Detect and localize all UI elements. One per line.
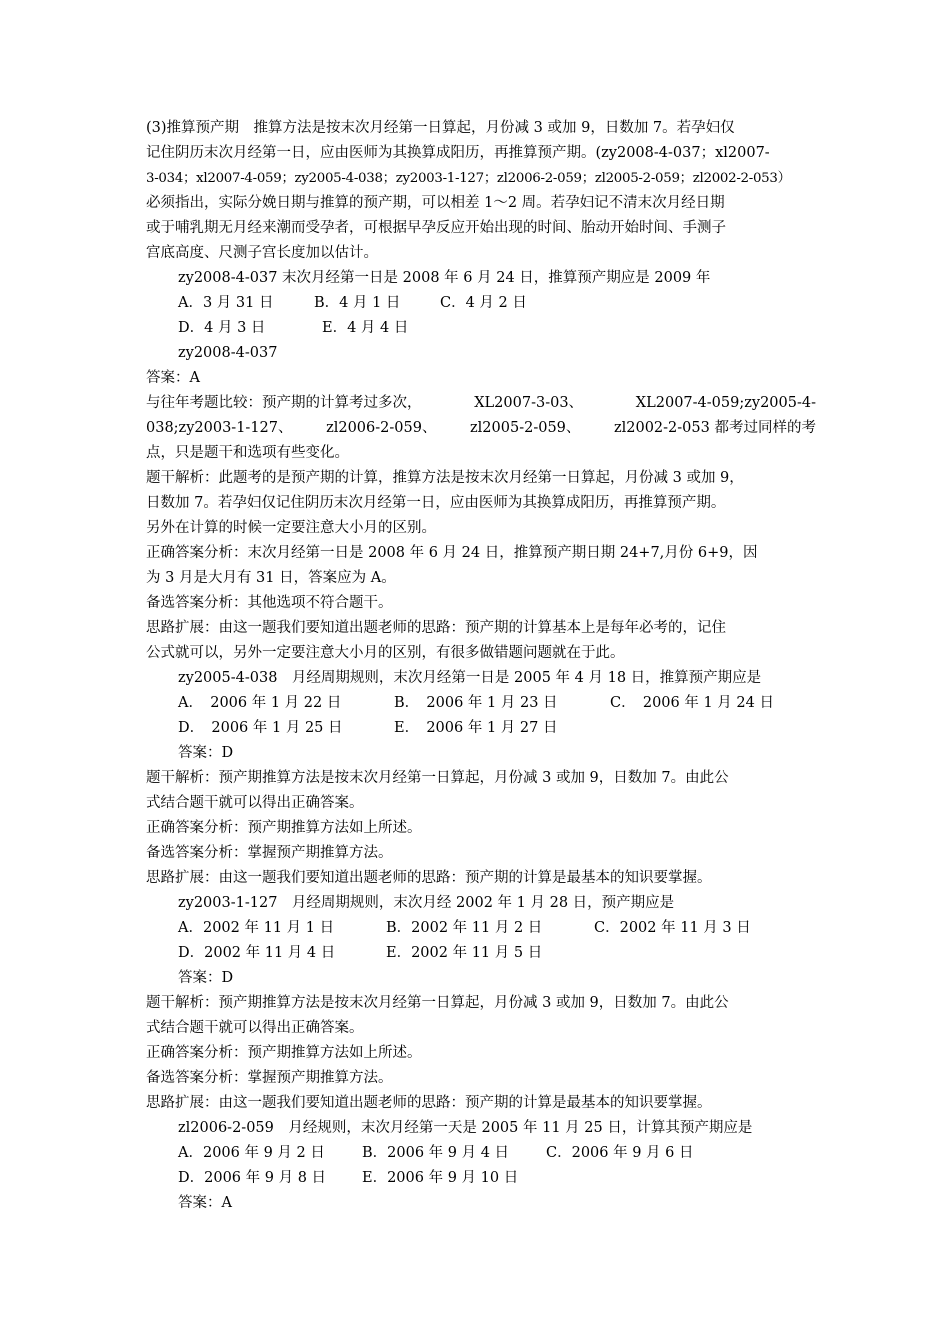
analysis-line: 题干解析：预产期推算方法是按末次月经第一日算起，月份减 3 或加 9，日数加 7。由此公 xyxy=(146,995,729,1011)
option-a: A． 2006 年 1 月 22 日 xyxy=(178,695,342,711)
options-row xyxy=(146,691,816,716)
analysis-line: 式结合题干就可以得出正确答案。 xyxy=(146,795,364,811)
question-1 xyxy=(146,266,816,666)
options-row xyxy=(146,716,816,741)
analysis-line: 式结合题干就可以得出正确答案。 xyxy=(146,1020,364,1036)
intro-line: 记住阴历末次月经第一日，应由医师为其换算成阳历，再推算预产期。(zy2008-4-037；xl2007- xyxy=(146,145,770,161)
extension-line: 思路扩展：由这一题我们要知道出题老师的思路：预产期的计算基本上是每年必考的，记住 xyxy=(146,620,726,636)
compare-part: zl2006-2-059、 xyxy=(326,420,437,436)
question-code: zy2008-4-037 xyxy=(178,345,278,361)
question-stem: zl2006-2-059 月经规则，末次月经第一天是 2005 年 11 月 25 日，计算其预产期应是 xyxy=(178,1120,753,1136)
compare-line xyxy=(146,391,816,416)
intro-paragraph xyxy=(146,116,816,266)
correct-analysis: 正确答案分析：预产期推算方法如上所述。 xyxy=(146,1045,422,1061)
extension-line: 公式就可以，另外一定要注意大小月的区别，有很多做错题问题就在于此。 xyxy=(146,645,625,661)
answer-label: 答案：D xyxy=(178,970,234,986)
extension-line: 思路扩展：由这一题我们要知道出题老师的思路：预产期的计算是最基本的知识要掌握。 xyxy=(146,1095,712,1111)
option-e: E． 2006 年 1 月 27 日 xyxy=(394,720,558,736)
analysis-line: 日数加 7。若孕妇仅记住阴历末次月经第一日，应由医师为其换算成阳历，再推算预产期。 xyxy=(146,495,726,511)
compare-line: 点，只是题干和选项有些变化。 xyxy=(146,445,349,461)
analysis-line: 题干解析：预产期推算方法是按末次月经第一日算起，月份减 3 或加 9，日数加 7。由此公 xyxy=(146,770,729,786)
question-stem: zy2008-4-037 末次月经第一日是 2008 年 6 月 24 日，推算预产期应是 2009 年 xyxy=(178,270,711,286)
extension-line: 思路扩展：由这一题我们要知道出题老师的思路：预产期的计算是最基本的知识要掌握。 xyxy=(146,870,712,886)
correct-analysis-line: 正确答案分析：末次月经第一日是 2008 年 6 月 24 日，推算预产期日期 24+7,月份 6+9，因 xyxy=(146,545,758,561)
compare-line xyxy=(146,416,816,441)
option-a: A．2006 年 9 月 2 日 xyxy=(178,1145,325,1161)
question-2 xyxy=(146,666,816,891)
answer-label: 答案：A xyxy=(178,1195,232,1211)
intro-line: 3-034；xl2007-4-059；zy2005-4-038；zy2003-1-127；zl2006-2-059；zl2005-2-059；zl2002-2-053） xyxy=(146,171,791,186)
correct-analysis-line: 为 3 月是大月有 31 日，答案应为 A。 xyxy=(146,570,396,586)
question-stem: zy2003-1-127 月经周期规则，末次月经 2002 年 1 月 28 日，预产期应是 xyxy=(178,895,675,911)
alternative-analysis: 备选答案分析：掌握预产期推算方法。 xyxy=(146,845,393,861)
intro-line: 或于哺乳期无月经来潮而受孕者，可根据早孕反应开始出现的时间、胎动开始时间、手测子 xyxy=(146,220,726,236)
answer-label: 答案：D xyxy=(178,745,234,761)
option-b: B．2006 年 9 月 4 日 xyxy=(362,1145,510,1161)
option-b: B．4 月 1 日 xyxy=(314,295,401,311)
analysis-line: 另外在计算的时候一定要注意大小月的区别。 xyxy=(146,520,436,536)
option-b: B． 2006 年 1 月 23 日 xyxy=(394,695,558,711)
compare-part: zl2005-2-059、 xyxy=(470,420,581,436)
option-d: D．2002 年 11 月 4 日 xyxy=(178,945,336,961)
option-d: D．4 月 3 日 xyxy=(178,320,266,336)
option-c: C． 2006 年 1 月 24 日 xyxy=(610,695,774,711)
option-a: A．2002 年 11 月 1 日 xyxy=(178,920,335,936)
compare-part: 与往年考题比较：预产期的计算考过多次， xyxy=(146,395,422,411)
options-row xyxy=(146,941,816,966)
answer-label: 答案：A xyxy=(146,370,200,386)
option-d: D．2006 年 9 月 8 日 xyxy=(178,1170,327,1186)
compare-part: zl2002-2-053 都考过同样的考 xyxy=(613,420,816,436)
question-3 xyxy=(146,891,816,1116)
option-c: C．2006 年 9 月 6 日 xyxy=(546,1145,694,1161)
options-row xyxy=(146,316,816,341)
option-c: C．4 月 2 日 xyxy=(440,295,527,311)
option-e: E．2002 年 11 月 5 日 xyxy=(386,945,543,961)
question-4 xyxy=(146,1116,816,1216)
option-e: E．4 月 4 日 xyxy=(322,320,409,336)
option-b: B．2002 年 11 月 2 日 xyxy=(386,920,543,936)
correct-analysis: 正确答案分析：预产期推算方法如上所述。 xyxy=(146,820,422,836)
alternative-analysis: 备选答案分析：掌握预产期推算方法。 xyxy=(146,1070,393,1086)
option-e: E．2006 年 9 月 10 日 xyxy=(362,1170,519,1186)
document-content xyxy=(146,116,816,1216)
option-a: A．3 月 31 日 xyxy=(178,295,274,311)
intro-line: 宫底高度、尺测子宫长度加以估计。 xyxy=(146,245,378,261)
compare-part: XL2007-4-059;zy2005-4- xyxy=(635,395,816,411)
options-row xyxy=(146,1166,816,1191)
intro-line: 必须指出，实际分娩日期与推算的预产期，可以相差 1～2 周。若孕妇记不清末次月经日期 xyxy=(146,195,725,211)
option-d: D． 2006 年 1 月 25 日 xyxy=(178,720,343,736)
analysis-line: 题干解析：此题考的是预产期的计算，推算方法是按末次月经第一日算起，月份减 3 或加 9， xyxy=(146,470,744,486)
compare-part: XL2007-3-03、 xyxy=(474,395,584,411)
intro-line: (3)推算预产期 推算方法是按末次月经第一日算起，月份减 3 或加 9，日数加 7。若孕妇仅 xyxy=(146,120,735,136)
options-row xyxy=(146,916,816,941)
compare-part: 038;zy2003-1-127、 xyxy=(146,420,293,436)
option-c: C．2002 年 11 月 3 日 xyxy=(594,920,751,936)
alternative-analysis: 备选答案分析：其他选项不符合题干。 xyxy=(146,595,393,611)
options-row xyxy=(146,291,816,316)
options-row xyxy=(146,1141,816,1166)
question-stem: zy2005-4-038 月经周期规则，末次月经第一日是 2005 年 4 月 18 日，推算预产期应是 xyxy=(178,670,762,686)
